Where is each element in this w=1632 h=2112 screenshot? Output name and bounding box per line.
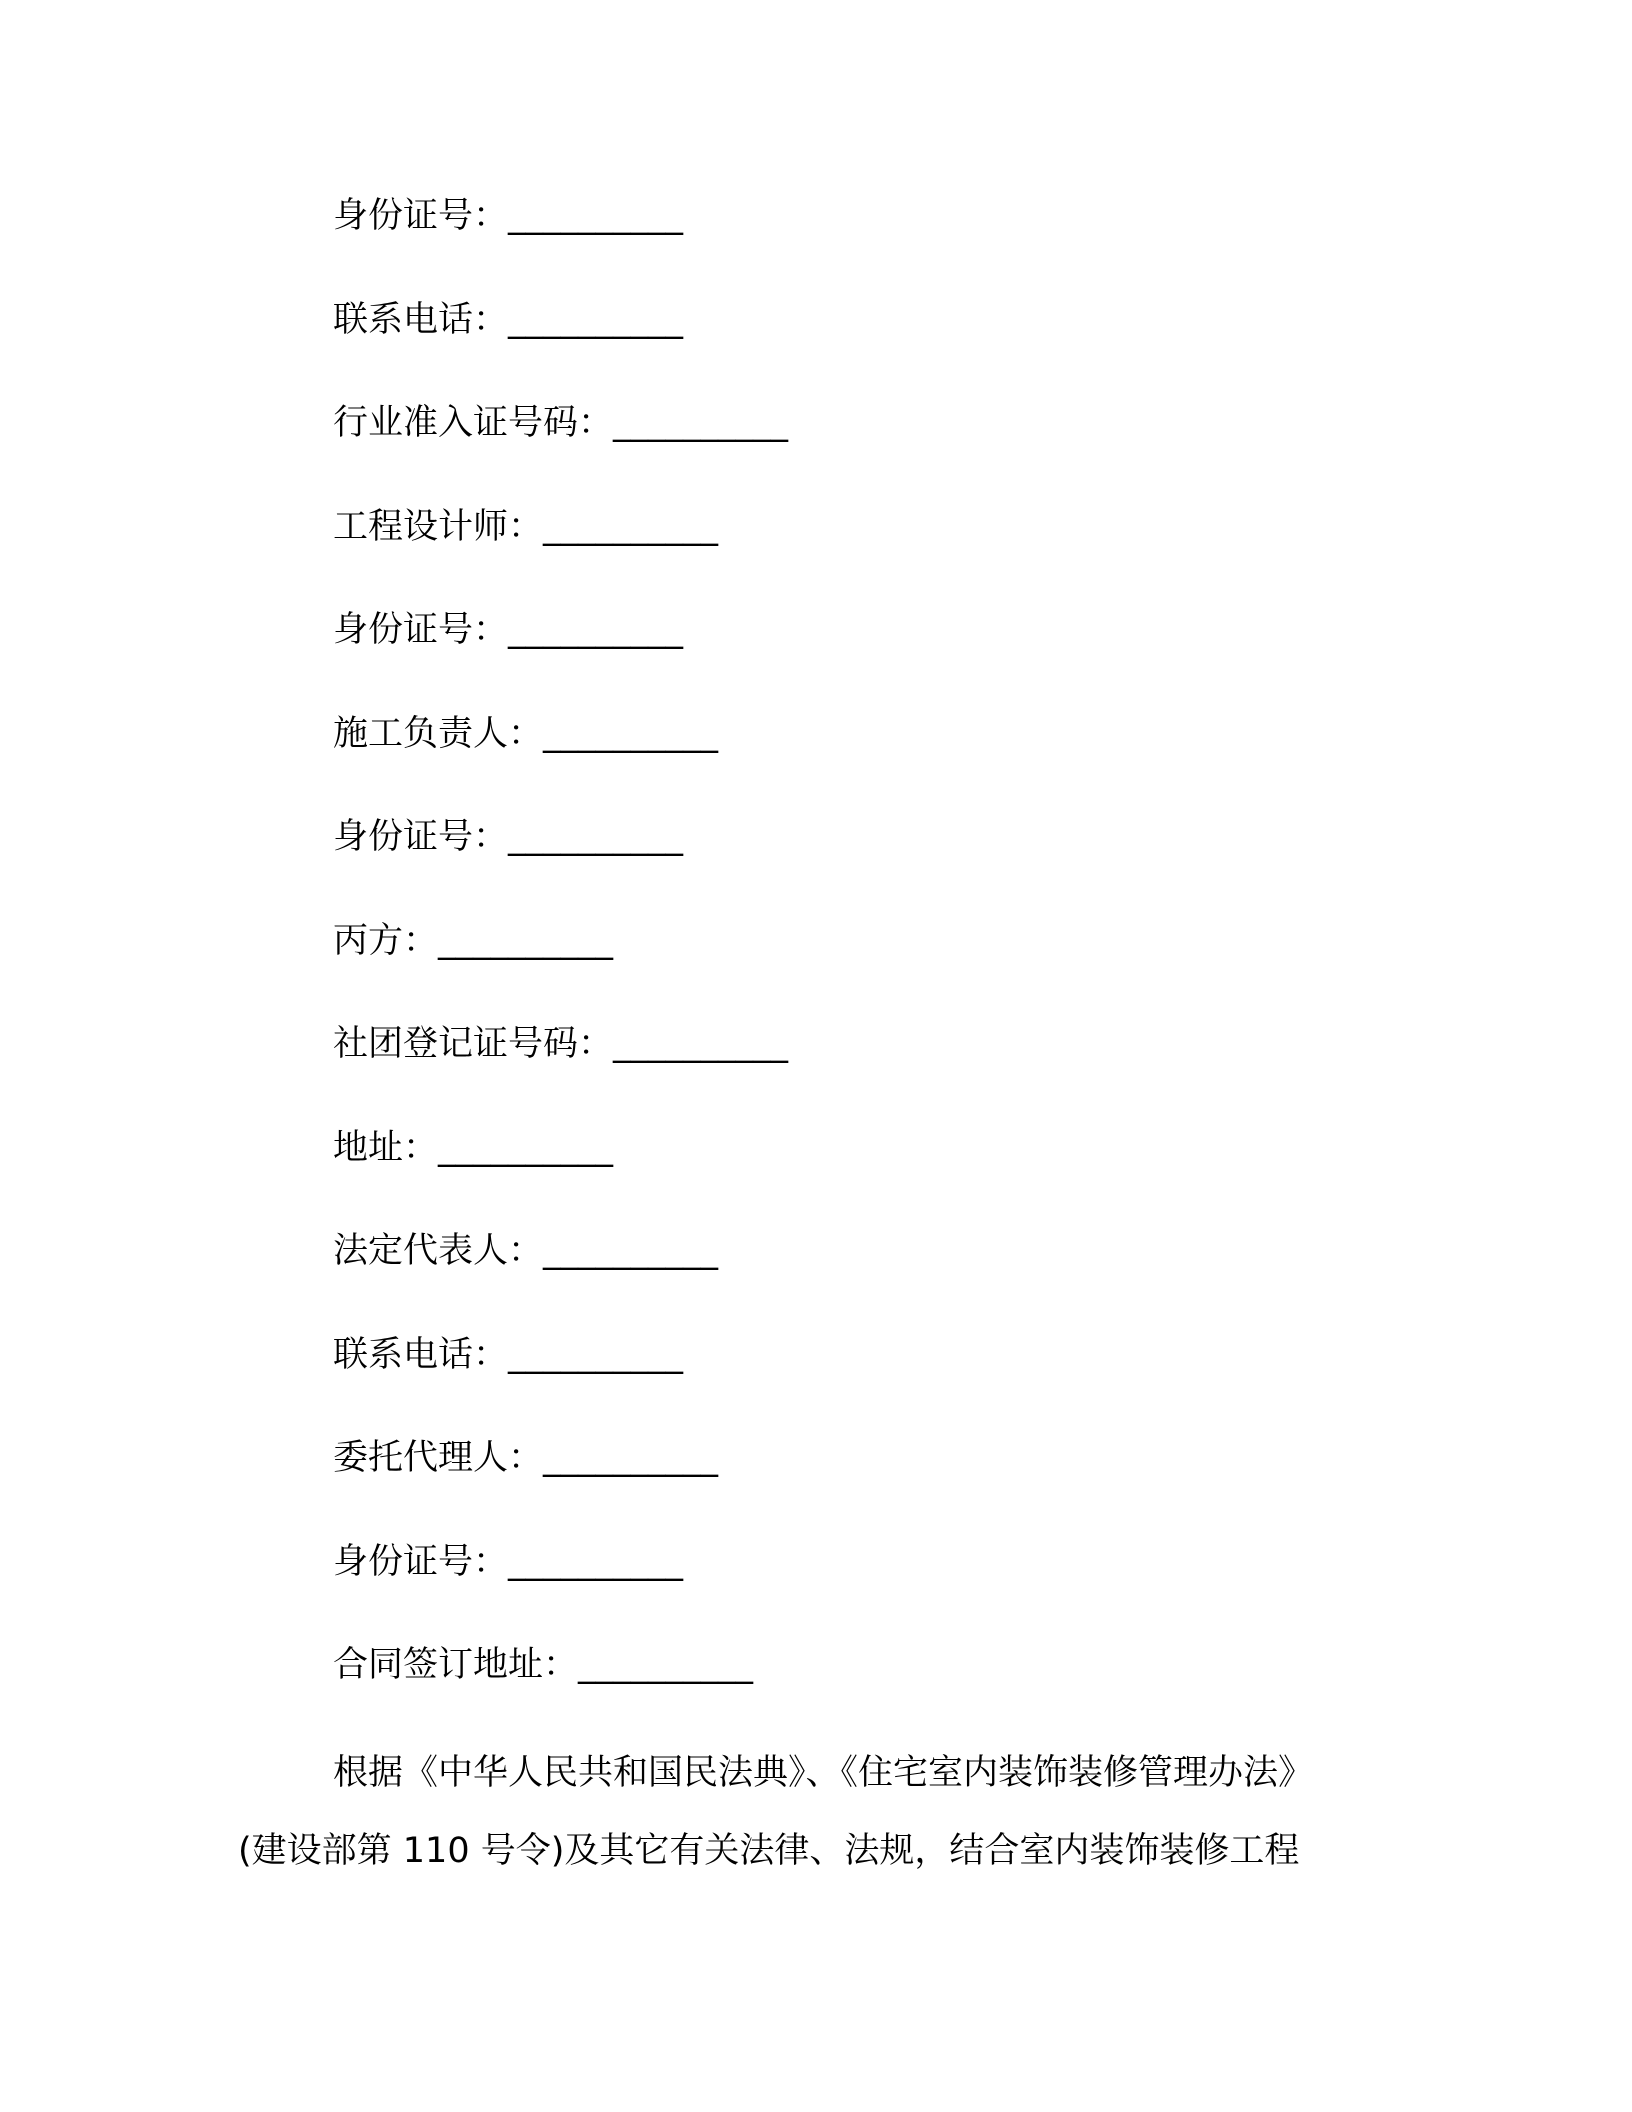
field-legal-representative: [333, 1221, 1433, 1325]
field-label: 工程设计师：: [333, 506, 544, 547]
field-blank: __________: [438, 1127, 614, 1168]
field-blank: __________: [508, 610, 684, 650]
field-blank: __________: [543, 1231, 719, 1271]
field-blank: __________: [543, 713, 719, 754]
field-blank: __________: [508, 196, 684, 236]
field-blank: __________: [578, 1645, 754, 1685]
field-label: 联系电话：: [333, 1334, 509, 1375]
field-phone-2: [333, 1325, 1433, 1429]
field-label: 委托代理人：: [333, 1438, 544, 1478]
field-engineering-designer: [333, 497, 1433, 601]
field-blank: __________: [508, 1334, 684, 1375]
field-blank: __________: [613, 1024, 789, 1064]
field-id-number-3: [333, 807, 1433, 911]
contract-party-fields: [333, 186, 1433, 1739]
field-label: 身份证号：: [333, 610, 509, 650]
field-label: 联系电话：: [333, 299, 509, 340]
field-label: 地址：: [333, 1127, 439, 1168]
field-blank: __________: [508, 1541, 684, 1582]
field-id-number-2: [333, 600, 1433, 704]
field-blank: __________: [613, 403, 789, 443]
field-authorized-agent: [333, 1428, 1433, 1532]
field-blank: __________: [543, 1438, 719, 1478]
field-contract-signing-address: [333, 1635, 1433, 1739]
field-party-c: [333, 911, 1433, 1015]
field-industry-license-number: [333, 393, 1433, 497]
field-blank: __________: [438, 920, 614, 961]
field-label: 行业准入证号码：: [333, 403, 614, 443]
field-label: 身份证号：: [333, 817, 509, 857]
field-label: 法定代表人：: [333, 1231, 544, 1271]
field-organization-registration-number: [333, 1014, 1433, 1118]
field-blank: __________: [543, 506, 719, 547]
field-id-number-4: [333, 1532, 1433, 1636]
field-address: [333, 1118, 1433, 1222]
field-construction-manager: [333, 704, 1433, 808]
field-label: 身份证号：: [333, 196, 509, 236]
field-label: 丙方：: [333, 920, 439, 961]
field-id-number-1: [333, 186, 1433, 290]
field-label: 社团登记证号码：: [333, 1024, 614, 1064]
field-blank: __________: [508, 817, 684, 857]
legal-basis-paragraph: [238, 1734, 1418, 1890]
field-phone-1: [333, 290, 1433, 394]
paragraph-line: (建设部第 110 号令)及其它有关法律、法规，结合室内装饰装修工程: [238, 1831, 1300, 1871]
field-label: 合同签订地址：: [333, 1645, 579, 1685]
field-blank: __________: [508, 299, 684, 340]
field-label: 施工负责人：: [333, 713, 544, 754]
paragraph-line: 根据《中华人民共和国民法典》、《住宅室内装饰装修管理办法》: [333, 1753, 1314, 1793]
field-label: 身份证号：: [333, 1541, 509, 1582]
